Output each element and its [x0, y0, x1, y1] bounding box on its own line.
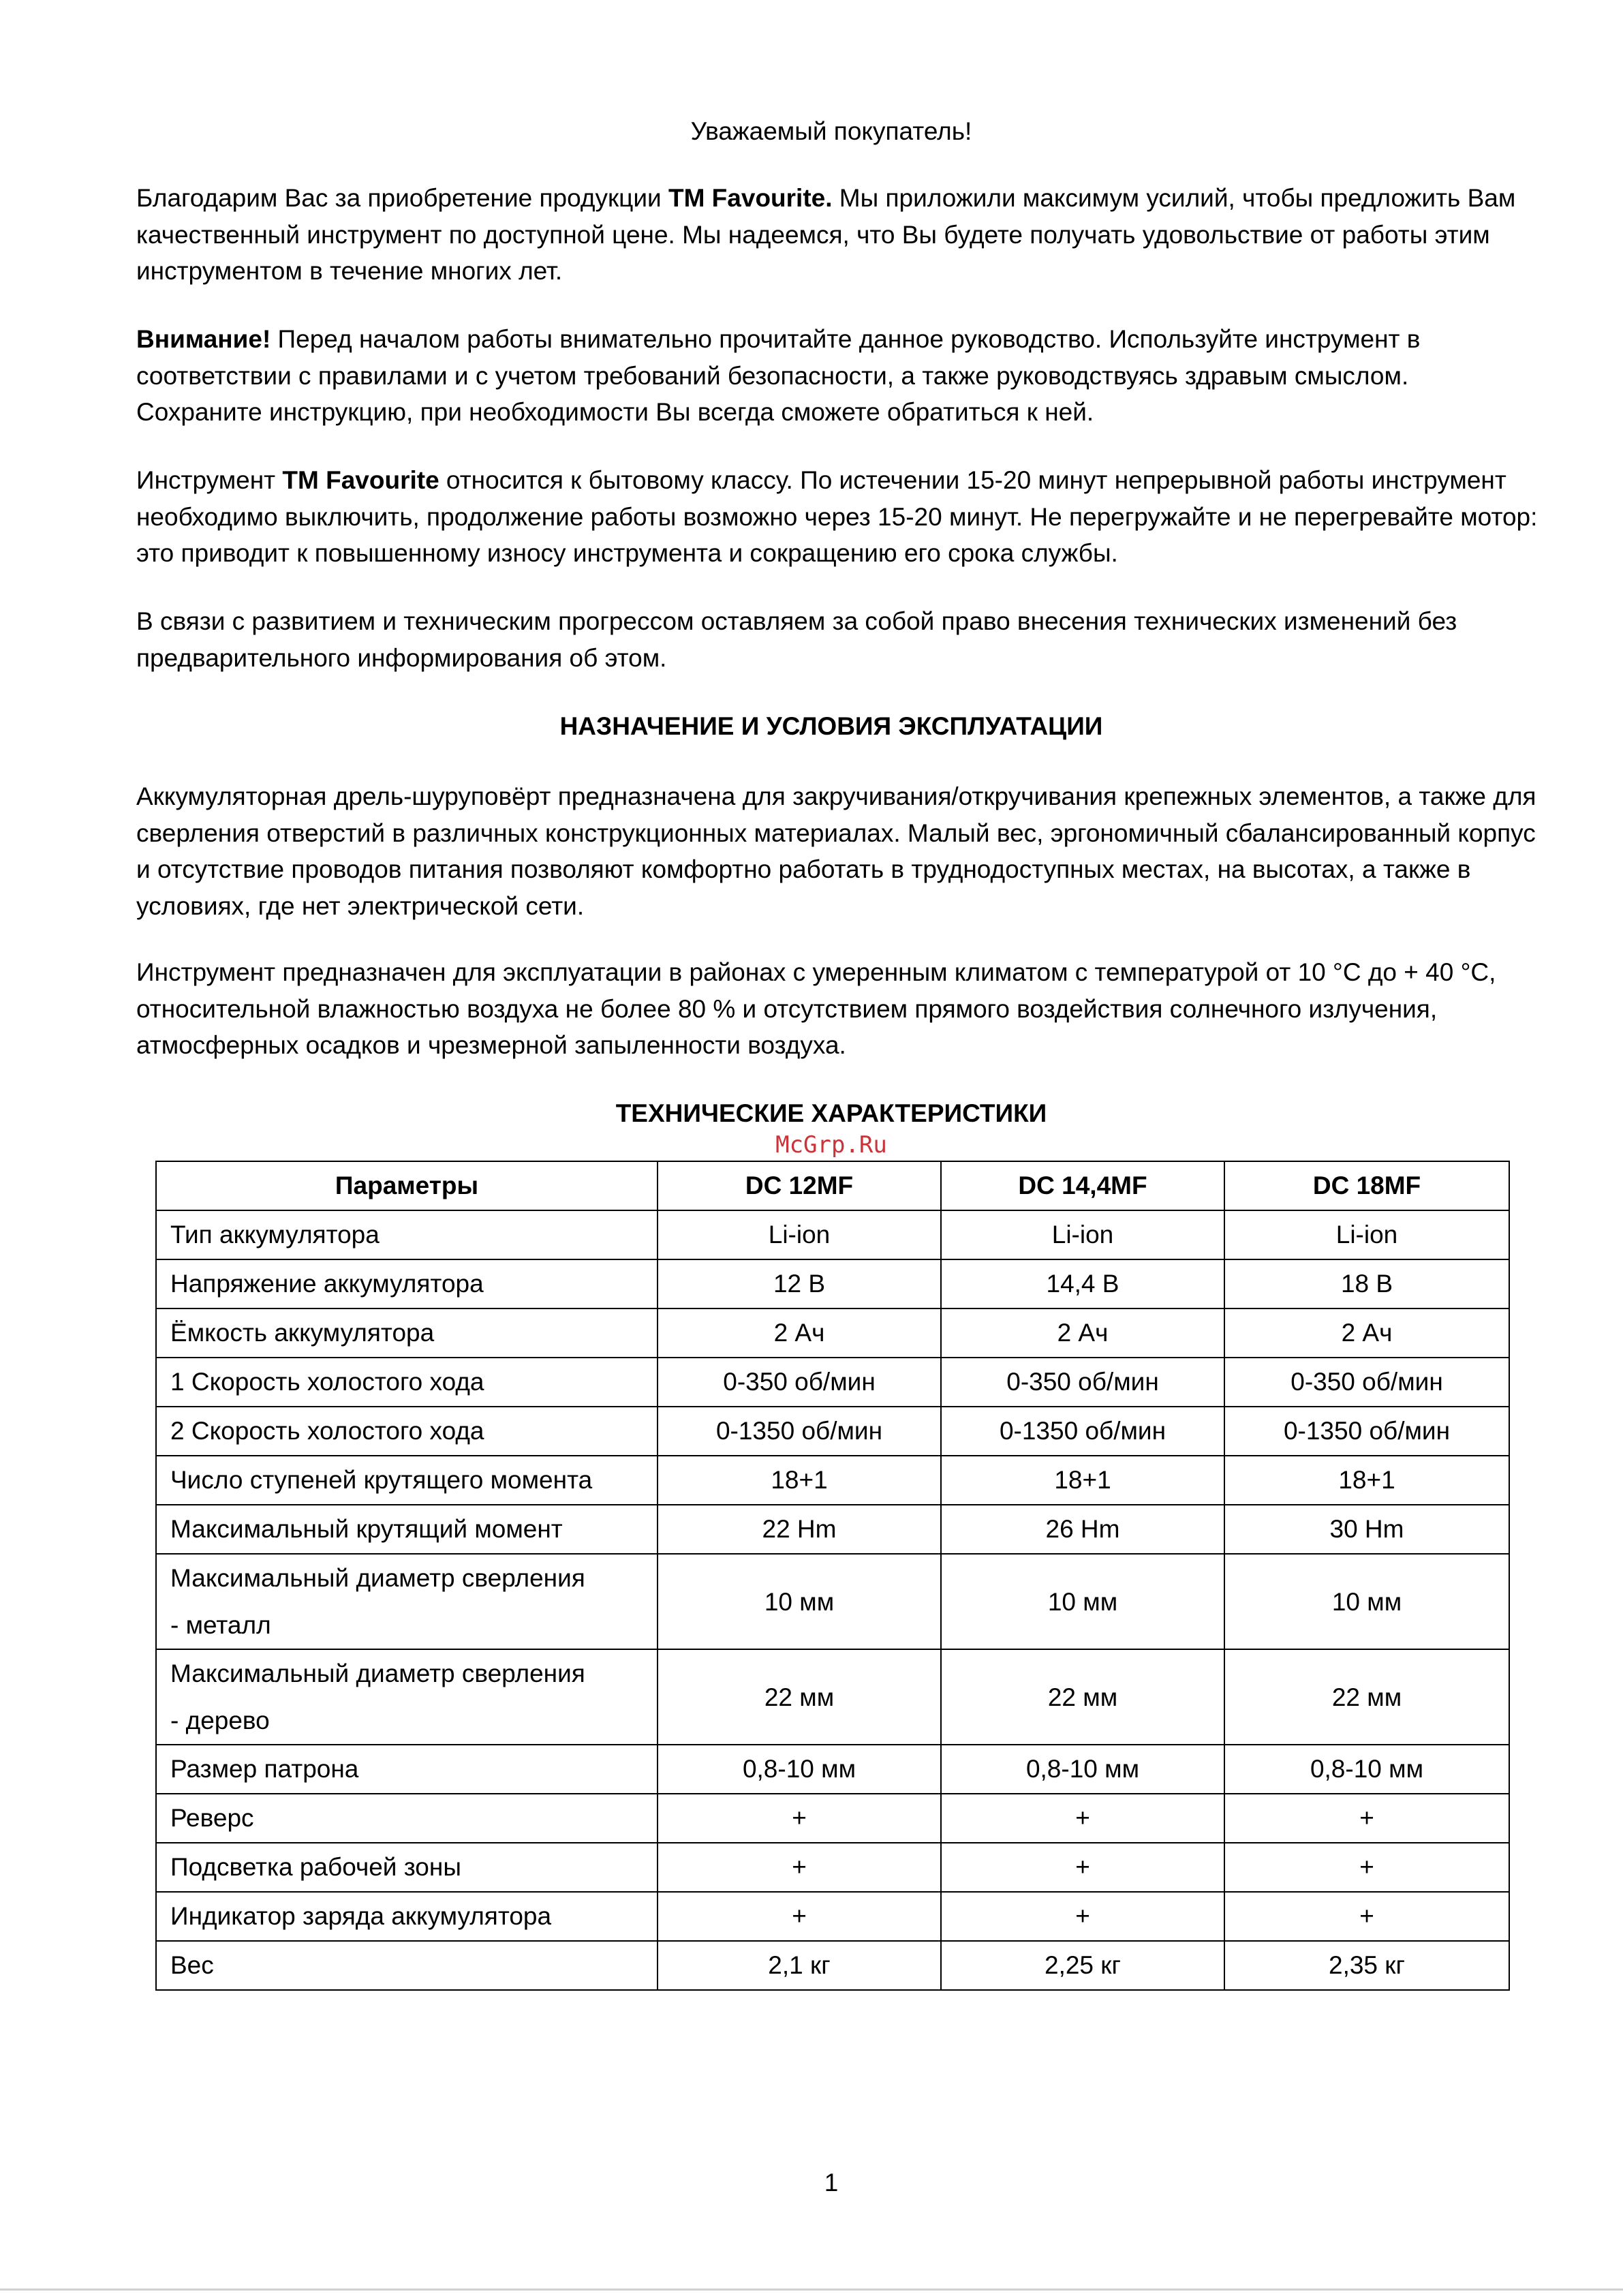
rights-paragraph: В связи с развитием и техническим прогрессом оставляем за собой право внесения технических изменений без предварительного информирования об этом. — [136, 607, 1457, 672]
value-cell: 2 Ач — [1224, 1308, 1509, 1358]
param-line: Максимальный диаметр сверления — [170, 1659, 585, 1687]
value-cell: 2 Ач — [658, 1308, 941, 1358]
value-cell: 22 мм — [1224, 1649, 1509, 1745]
table-row — [156, 1941, 1509, 1990]
param-line: - металл — [170, 1611, 271, 1639]
climate-paragraph: Инструмент предназначен для эксплуатации в районах с умеренным климатом с температурой от 10 °С до + 40 °С, относительной влажностью воздуха не более 80 % и отсутствием прямого воздействия солнечного излучения, атмосферных осадков и чрезмерной запыленности воздуха. — [136, 958, 1496, 1059]
value-cell: 10 мм — [658, 1554, 941, 1649]
value-cell: 0-350 об/мин — [658, 1358, 941, 1407]
param-cell — [156, 1554, 658, 1649]
param-cell: Размер патрона — [156, 1745, 658, 1794]
param-cell: Реверс — [156, 1794, 658, 1843]
value-cell: + — [941, 1843, 1224, 1892]
table-row — [156, 1843, 1509, 1892]
value-cell: 2,35 кг — [1224, 1941, 1509, 1990]
value-cell: 18+1 — [941, 1456, 1224, 1505]
table-row — [156, 1308, 1509, 1358]
table-row — [156, 1649, 1509, 1745]
param-cell — [156, 1649, 658, 1745]
param-cell: Напряжение аккумулятора — [156, 1259, 658, 1308]
header-cell: Параметры — [156, 1161, 658, 1210]
table-row — [156, 1794, 1509, 1843]
specs-table — [155, 1161, 1510, 1991]
value-cell: 2 Ач — [941, 1308, 1224, 1358]
table-row — [156, 1745, 1509, 1794]
table-row — [156, 1554, 1509, 1649]
table-row — [156, 1210, 1509, 1259]
value-cell: + — [658, 1892, 941, 1941]
brand-name: TM Favourite — [282, 466, 439, 494]
value-cell: 18 В — [1224, 1259, 1509, 1308]
intro-text-after: Мы приложили максимум усилий, чтобы предложить Вам качественный инструмент по доступной цене. Мы надеемся, что Вы будете получать удовольствие от работы этим инструментом в течение многих лет. — [136, 184, 1516, 285]
value-cell: 0,8-10 мм — [1224, 1745, 1509, 1794]
value-cell: 0,8-10 мм — [658, 1745, 941, 1794]
table-row — [156, 1456, 1509, 1505]
value-cell: + — [658, 1843, 941, 1892]
param-cell: 1 Скорость холостого хода — [156, 1358, 658, 1407]
greeting: Уважаемый покупатель! — [690, 117, 972, 145]
intro-text-before: Благодарим Вас за приобретение продукции — [136, 184, 668, 212]
value-cell: + — [1224, 1843, 1509, 1892]
param-cell: Тип аккумулятора — [156, 1210, 658, 1259]
value-cell: 0-1350 об/мин — [941, 1407, 1224, 1456]
header-cell: DC 12MF — [658, 1161, 941, 1210]
table-row — [156, 1892, 1509, 1941]
value-cell: + — [1224, 1794, 1509, 1843]
value-cell: 0-350 об/мин — [1224, 1358, 1509, 1407]
param-cell: 2 Скорость холостого хода — [156, 1407, 658, 1456]
param-cell: Индикатор заряда аккумулятора — [156, 1892, 658, 1941]
param-cell: Число ступеней крутящего момента — [156, 1456, 658, 1505]
value-cell: 22 Нm — [658, 1505, 941, 1554]
warning-paragraph — [136, 321, 1540, 431]
value-cell: 10 мм — [1224, 1554, 1509, 1649]
param-cell: Ёмкость аккумулятора — [156, 1308, 658, 1358]
value-cell: 0-1350 об/мин — [1224, 1407, 1509, 1456]
value-cell: 18+1 — [1224, 1456, 1509, 1505]
value-cell: Li-ion — [1224, 1210, 1509, 1259]
param-line: Максимальный диаметр сверления — [170, 1564, 585, 1592]
value-cell: + — [658, 1794, 941, 1843]
param-cell: Максимальный крутящий момент — [156, 1505, 658, 1554]
brand-name: TM Favourite. — [668, 184, 833, 212]
table-row — [156, 1505, 1509, 1554]
purpose-paragraph: Аккумуляторная дрель-шуруповёрт предназначена для закручивания/откручивания крепежных элементов, а также для сверления отверстий в различных конструкционных материалах. Малый вес, эргономичный сбалансированный корпус и отсутствие проводов питания позволяют комфортно работать в труднодоступных местах, на высотах, а также в условиях, где нет электрической сети. — [136, 782, 1536, 920]
value-cell: 12 В — [658, 1259, 941, 1308]
table-row — [156, 1358, 1509, 1407]
specs-heading: ТЕХНИЧЕСКИЕ ХАРАКТЕРИСТИКИ — [615, 1099, 1047, 1127]
value-cell: 10 мм — [941, 1554, 1224, 1649]
param-cell: Подсветка рабочей зоны — [156, 1843, 658, 1892]
page-number: 1 — [824, 2169, 839, 2196]
value-cell: 2,1 кг — [658, 1941, 941, 1990]
usage-text-before: Инструмент — [136, 466, 283, 494]
value-cell: 2,25 кг — [941, 1941, 1224, 1990]
param-cell: Вес — [156, 1941, 658, 1990]
value-cell: + — [1224, 1892, 1509, 1941]
value-cell: 14,4 В — [941, 1259, 1224, 1308]
value-cell: 0-1350 об/мин — [658, 1407, 941, 1456]
table-header-row — [156, 1161, 1509, 1210]
value-cell: + — [941, 1892, 1224, 1941]
usage-text-after: относится к бытовому классу. По истечении 15-20 минут непрерывной работы инструмент необходимо выключить, продолжение работы возможно через 15-20 минут. Не перегружайте и не перегревайте мотор: это приводит к повышенному износу инструмента и сокращению его срока службы. — [136, 466, 1538, 567]
header-cell: DC 18MF — [1224, 1161, 1509, 1210]
intro-paragraph — [136, 180, 1540, 290]
value-cell: 18+1 — [658, 1456, 941, 1505]
warning-text: Перед началом работы внимательно прочитайте данное руководство. Используйте инструмент в соответствии с правилами и с учетом требований безопасности, а также руководствуясь здравым смыслом. Сохраните инструкцию, при необходимости Вы всегда сможете обратиться к ней. — [136, 325, 1421, 426]
value-cell: 26 Нm — [941, 1505, 1224, 1554]
value-cell: 22 мм — [941, 1649, 1224, 1745]
value-cell: 0-350 об/мин — [941, 1358, 1224, 1407]
table-row — [156, 1259, 1509, 1308]
value-cell: Li-ion — [941, 1210, 1224, 1259]
param-line: - дерево — [170, 1706, 270, 1734]
table-row — [156, 1407, 1509, 1456]
page-edge-divider — [0, 2289, 1623, 2291]
warning-label: Внимание! — [136, 325, 271, 353]
value-cell: Li-ion — [658, 1210, 941, 1259]
usage-class-paragraph — [136, 462, 1540, 572]
value-cell: 22 мм — [658, 1649, 941, 1745]
value-cell: 30 Нm — [1224, 1505, 1509, 1554]
header-cell: DC 14,4MF — [941, 1161, 1224, 1210]
value-cell: + — [941, 1794, 1224, 1843]
watermark: McGrp.Ru — [775, 1131, 887, 1159]
purpose-heading: НАЗНАЧЕНИЕ И УСЛОВИЯ ЭКСПЛУАТАЦИИ — [559, 712, 1103, 740]
value-cell: 0,8-10 мм — [941, 1745, 1224, 1794]
